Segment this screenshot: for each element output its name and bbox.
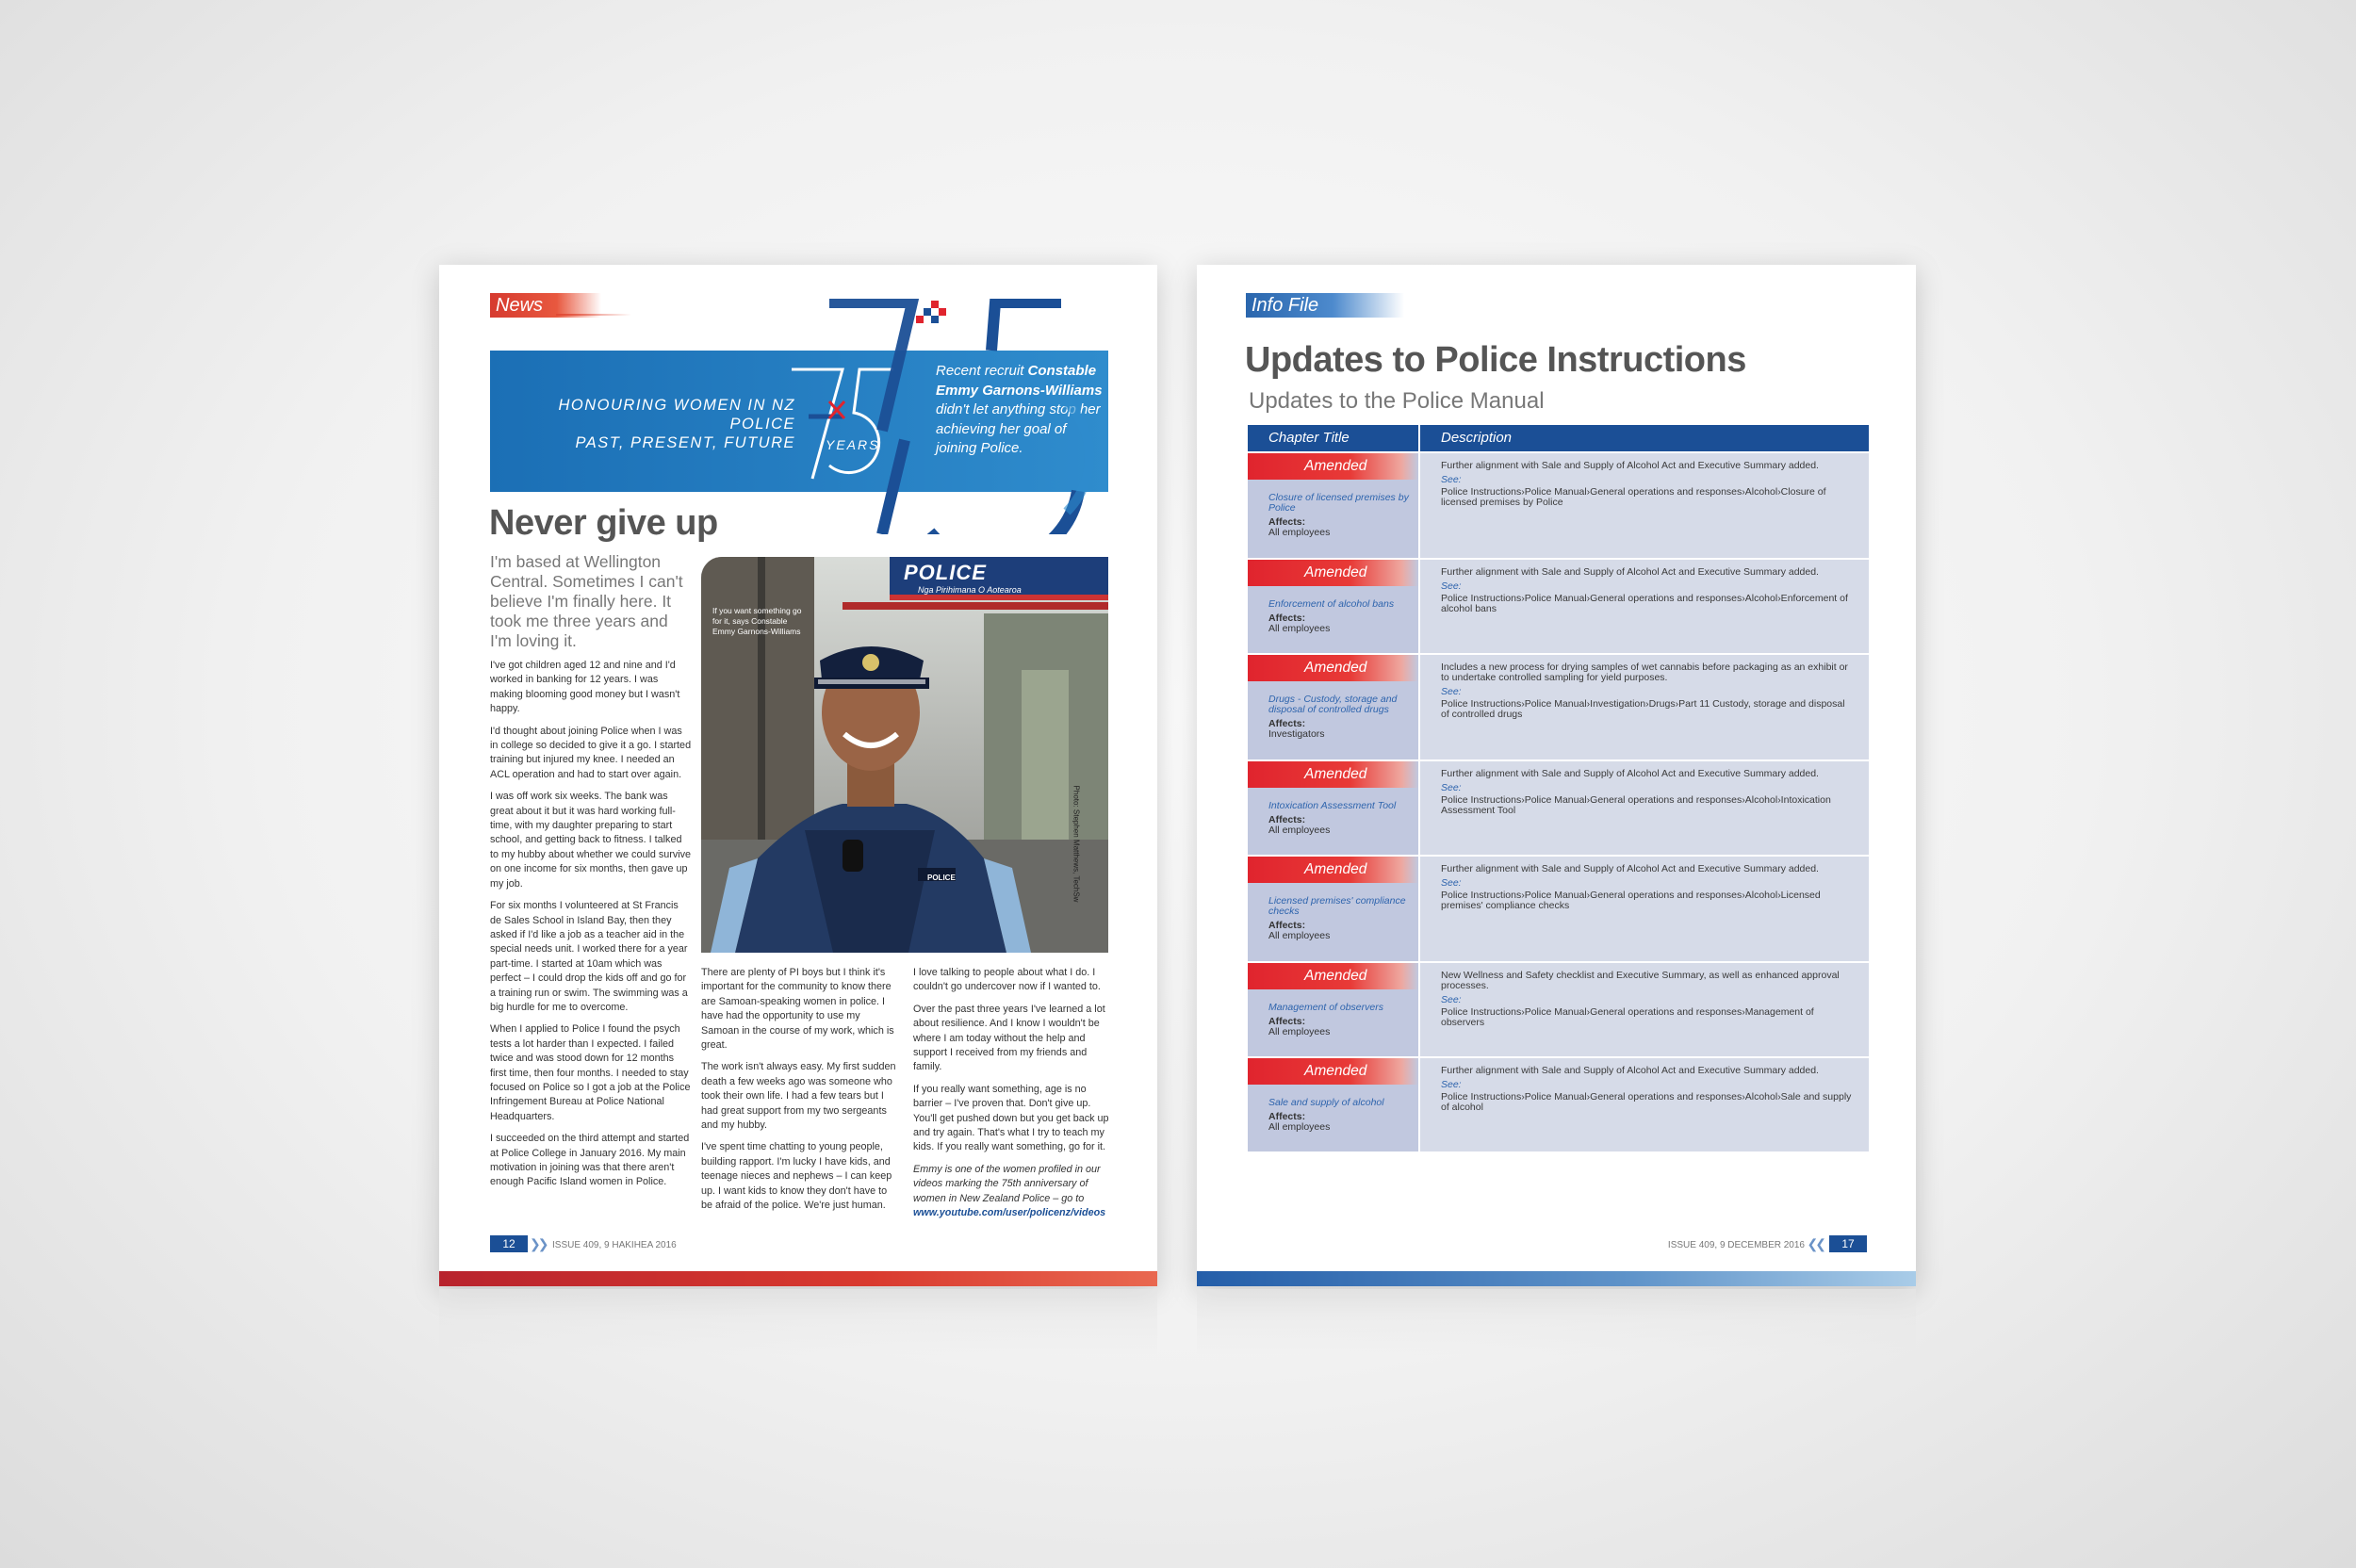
affects <box>1248 1112 1418 1133</box>
footer-bar <box>439 1271 1157 1286</box>
description-text: Includes a new process for drying samples of wet cannabis before packaging as an exhibit or to undertake controlled sampling for yield purposes. <box>1441 662 1848 683</box>
see-label: See: <box>1441 877 1462 889</box>
status-badge: Amended <box>1248 1058 1418 1085</box>
affects-label: Affects: <box>1268 718 1306 729</box>
affects-value: All employees <box>1268 825 1331 836</box>
header-description: Description <box>1441 430 1513 446</box>
affects-value: Investigators <box>1268 728 1325 740</box>
chapter-cell <box>1248 453 1420 558</box>
status-badge: Amended <box>1248 761 1418 788</box>
affects <box>1248 517 1418 538</box>
chevron-right-icon: ❯❯ <box>530 1236 547 1251</box>
chapter-cell <box>1248 963 1420 1056</box>
photo-sign-maori: Nga Pirihimana O Aotearoa <box>918 585 1022 595</box>
recruit-line-2: didn't let anything stop her achieving her goal of joining Police. <box>936 401 1101 456</box>
status-badge: Amended <box>1248 453 1418 480</box>
chapter-title: Intoxication Assessment Tool <box>1268 800 1397 811</box>
page-title: Updates to Police Instructions <box>1245 340 1746 380</box>
paragraph: I'd thought about joining Police when I was in college so decided to give it a go. I started training but injured my knee. I needed an ACL operation and had to start over again. <box>490 725 692 780</box>
banner-years: YEARS <box>826 437 880 452</box>
see-label: See: <box>1441 994 1462 1005</box>
description-text: Further alignment with Sale and Supply of Alcohol Act and Executive Summary added. <box>1441 768 1819 779</box>
chapter-cell <box>1248 1058 1420 1152</box>
photo-sign-police: POLICE <box>904 561 987 584</box>
see-label: See: <box>1441 474 1462 485</box>
table-header <box>1248 425 1869 451</box>
photo-credit: Photo: Stephen Matthews, TechSw <box>1072 785 1081 903</box>
paragraph: Over the past three years I've learned a lot about resilience. And I know I wouldn't be where I am today without the help and support I received from my friends and family. <box>913 1003 1105 1073</box>
manual-path: Police Instructions›Police Manual›General operations and responses›Alcohol›Licensed premises' compliance checks <box>1441 890 1821 911</box>
description-cell <box>1420 655 1869 760</box>
description-cell <box>1420 857 1869 961</box>
footer-bar <box>1197 1271 1916 1286</box>
vest-badge: POLICE <box>927 874 956 882</box>
table-row <box>1248 961 1869 1056</box>
affects-label: Affects: <box>1268 814 1306 825</box>
page-number: 17 <box>1829 1235 1867 1252</box>
affects <box>1248 1017 1418 1037</box>
table-row <box>1248 1056 1869 1152</box>
paragraph: The work isn't always easy. My first sudden death a few weeks ago was someone who took their own life. I had a few tears but I had great support from my two sergeants and my hubby. <box>701 1061 896 1132</box>
paragraph: I love talking to people about what I do. I couldn't go undercover now if I wanted to. <box>913 967 1101 993</box>
description-cell <box>1420 560 1869 653</box>
page-subtitle: Updates to the Police Manual <box>1249 388 1545 414</box>
page-reflection <box>1197 1289 1916 1355</box>
affects-value: All employees <box>1268 1026 1331 1037</box>
paragraph: I've spent time chatting to young people, building rapport. I'm lucky I have kids, and teenage nieces and nephews – I can keep up. I want kids to know they don't have to be afraid of the police. We're just human. <box>701 1141 892 1212</box>
chapter-cell <box>1248 761 1420 855</box>
header-chapter-title: Chapter Title <box>1248 425 1420 451</box>
description-cell <box>1420 963 1869 1056</box>
see-label: See: <box>1441 782 1462 793</box>
affects <box>1248 613 1418 634</box>
banner-line-1: HONOURING WOMEN IN NZ POLICE <box>558 397 795 433</box>
table-row <box>1248 558 1869 653</box>
affects-value: All employees <box>1268 623 1331 634</box>
chapter-title: Licensed premises' compliance checks <box>1268 895 1406 917</box>
manual-path: Police Instructions›Police Manual›General operations and responses›Alcohol›Enforcement of alcohol bans <box>1441 593 1848 614</box>
banner-tagline <box>503 396 795 452</box>
table-row <box>1248 451 1869 558</box>
affects-label: Affects: <box>1268 612 1306 624</box>
news-page <box>439 265 1157 1286</box>
affects-label: Affects: <box>1268 1016 1306 1027</box>
paragraph: There are plenty of PI boys but I think it's important for the community to know there are Samoan-speaking women in police. I have had the opportunity to use my Samoan in the course of my work, which is great. <box>701 967 894 1052</box>
affects-label: Affects: <box>1268 1111 1306 1122</box>
updates-table <box>1248 425 1869 1152</box>
manual-path: Police Instructions›Police Manual›General operations and responses›Alcohol›Closure of licensed premises by Police <box>1441 486 1826 508</box>
affects-value: All employees <box>1268 1121 1331 1133</box>
photo-caption: If you want something go for it, says Constable Emmy Garnons-Williams <box>712 606 802 636</box>
see-label: See: <box>1441 580 1462 592</box>
closing-text: Emmy is one of the women profiled in our videos marking the 75th anniversary of women in New Zealand Police – go to <box>913 1163 1101 1204</box>
affects-label: Affects: <box>1268 920 1306 931</box>
info-file-page <box>1197 265 1916 1286</box>
article-intro: I'm based at Wellington Central. Sometimes I can't believe I'm finally here. It took me three years and I'm loving it. <box>490 552 683 650</box>
closing-note <box>913 1163 1113 1221</box>
description-text: Further alignment with Sale and Supply of Alcohol Act and Executive Summary added. <box>1441 1065 1819 1076</box>
article-headline: Never give up <box>489 503 718 543</box>
table-row <box>1248 760 1869 855</box>
paragraph: If you really want something, age is no barrier – I've proven that. Don't give up. You'll get pushed down but you get back up and try again. That's what I try to teach my kids. If you really want something, go for it. <box>913 1083 1109 1153</box>
paragraph: For six months I volunteered at St Francis de Sales School in Island Bay, then they asked if I'd like a job as a teacher aid in the special needs unit. I worked there for a year part-time. I started at 10am which was perfect – I could drop the kids off and go for a training run or swim. The swimming was a big hurdle for me to overcome. <box>490 900 688 1013</box>
description-cell <box>1420 1058 1869 1152</box>
section-tab-info-file: Info File <box>1246 293 1404 318</box>
issue-label: ISSUE 409, 9 DECEMBER 2016 <box>1667 1240 1805 1250</box>
constable-photo <box>701 557 1108 953</box>
large-75-graphic <box>826 299 1118 534</box>
paragraph: I've got children aged 12 and nine and I'd worked in banking for 12 years. I was making blooming good money but I wasn't happy. <box>490 660 680 715</box>
affects <box>1248 921 1418 941</box>
page-reflection <box>439 1289 1157 1355</box>
chapter-title: Enforcement of alcohol bans <box>1268 598 1395 610</box>
manual-path: Police Instructions›Police Manual›General operations and responses›Management of observers <box>1441 1006 1814 1028</box>
recruit-line-1: Recent recruit <box>936 363 1024 379</box>
manual-path: Police Instructions›Police Manual›General operations and responses›Alcohol›Intoxication Assessment Tool <box>1441 794 1831 816</box>
see-label: See: <box>1441 1079 1462 1090</box>
status-badge: Amended <box>1248 963 1418 989</box>
banner-line-2: PAST, PRESENT, FUTURE <box>575 434 795 451</box>
affects-label: Affects: <box>1268 516 1306 528</box>
description-text: Further alignment with Sale and Supply of Alcohol Act and Executive Summary added. <box>1441 566 1819 578</box>
chapter-cell <box>1248 560 1420 653</box>
paragraph: I was off work six weeks. The bank was great about it but it was hard working full-time, with my daughter preparing to start school, and getting back to fitness. I talked to my hubby about whether we could survive on one income for six months, then gave up my job. <box>490 791 692 890</box>
description-cell <box>1420 453 1869 558</box>
manual-path: Police Instructions›Police Manual›Investigation›Drugs›Part 11 Custody, storage and disposal of controlled drugs <box>1441 698 1845 720</box>
status-badge: Amended <box>1248 857 1418 883</box>
chapter-title: Closure of licensed premises by Police <box>1268 492 1409 514</box>
table-row <box>1248 855 1869 961</box>
status-badge: Amended <box>1248 655 1418 681</box>
chapter-title: Management of observers <box>1268 1002 1383 1013</box>
manual-path: Police Instructions›Police Manual›General operations and responses›Alcohol›Sale and supply of alcohol <box>1441 1091 1852 1113</box>
affects-value: All employees <box>1268 930 1331 941</box>
description-text: Further alignment with Sale and Supply of Alcohol Act and Executive Summary added. <box>1441 460 1819 471</box>
affects <box>1248 719 1418 740</box>
chevron-left-icon: ❮❮ <box>1807 1236 1824 1251</box>
section-tab-news: News <box>490 293 601 318</box>
paragraph: I succeeded on the third attempt and started at Police College in January 2016. My main motivation in joining was that there aren't enough Pacific Island women in Police. <box>490 1133 690 1188</box>
chapter-title: Sale and supply of alcohol <box>1268 1097 1384 1108</box>
page-number: 12 <box>490 1235 528 1252</box>
description-text: New Wellness and Safety checklist and Executive Summary, as well as enhanced approval processes. <box>1441 970 1840 991</box>
video-link[interactable]: www.youtube.com/user/policenz/videos <box>913 1207 1106 1219</box>
issue-label: ISSUE 409, 9 HAKIHEA 2016 <box>552 1240 677 1250</box>
description-text: Further alignment with Sale and Supply of Alcohol Act and Executive Summary added. <box>1441 863 1819 874</box>
affects <box>1248 815 1418 836</box>
affects-value: All employees <box>1268 527 1331 538</box>
checkered-band-icon <box>916 301 946 323</box>
paragraph: When I applied to Police I found the psych tests a lot harder than I expected. I failed twice and was stood down for 12 months first time, then four months. I needed to stay focused on Police so I got a job at the Police Infringement Bureau at Police National Headquarters. <box>490 1023 691 1122</box>
chapter-title: Drugs - Custody, storage and disposal of controlled drugs <box>1268 694 1398 715</box>
article-column-1 <box>490 659 692 1198</box>
article-column-3 <box>913 966 1113 1229</box>
chapter-cell <box>1248 857 1420 961</box>
description-cell <box>1420 761 1869 855</box>
see-label: See: <box>1441 686 1462 697</box>
table-row <box>1248 653 1869 760</box>
recruit-name: Constable Emmy Garnons-Williams <box>936 363 1103 399</box>
article-column-2 <box>701 966 899 1221</box>
status-badge: Amended <box>1248 560 1418 586</box>
chapter-cell <box>1248 655 1420 760</box>
